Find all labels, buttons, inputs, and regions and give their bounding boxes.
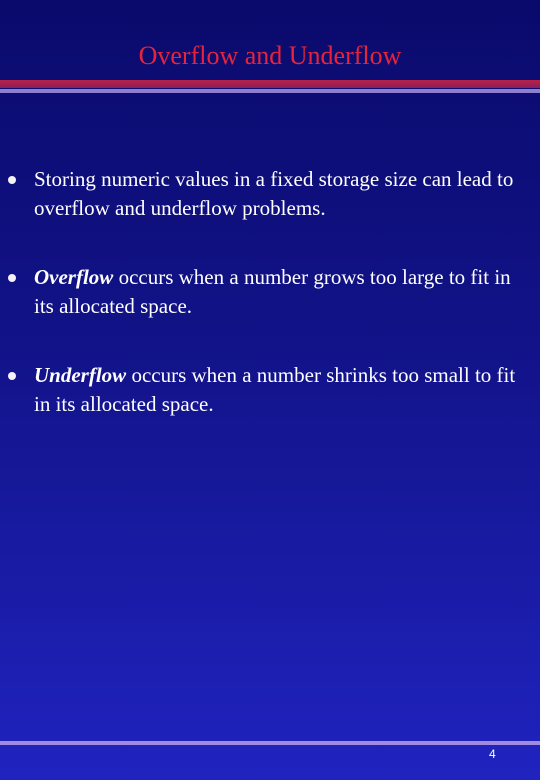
title-divider-secondary: [0, 89, 540, 93]
bullet-text: [34, 165, 534, 223]
page-number: 4: [489, 747, 496, 761]
bullet-dot-icon: [8, 372, 16, 380]
bullet-dot-icon: [8, 176, 16, 184]
bullet-text: [34, 263, 534, 321]
bullet-term: Overflow: [34, 265, 114, 289]
title-divider-primary: [0, 80, 540, 88]
bullet-term: Underflow: [34, 363, 127, 387]
bullet-body: occurs when a number grows too large to fit in its allocated space.: [34, 265, 511, 318]
bullet-body: occurs when a number shrinks too small to fit in its allocated space.: [34, 363, 516, 416]
slide-title: Overflow and Underflow: [138, 41, 402, 70]
title-divider: [0, 80, 540, 93]
bullet-text: [34, 361, 534, 419]
bullet-body: Storing numeric values in a fixed storage size can lead to overflow and underflow problems.: [34, 167, 514, 220]
bullet-dot-icon: [8, 274, 16, 282]
footer-divider: [0, 741, 540, 745]
